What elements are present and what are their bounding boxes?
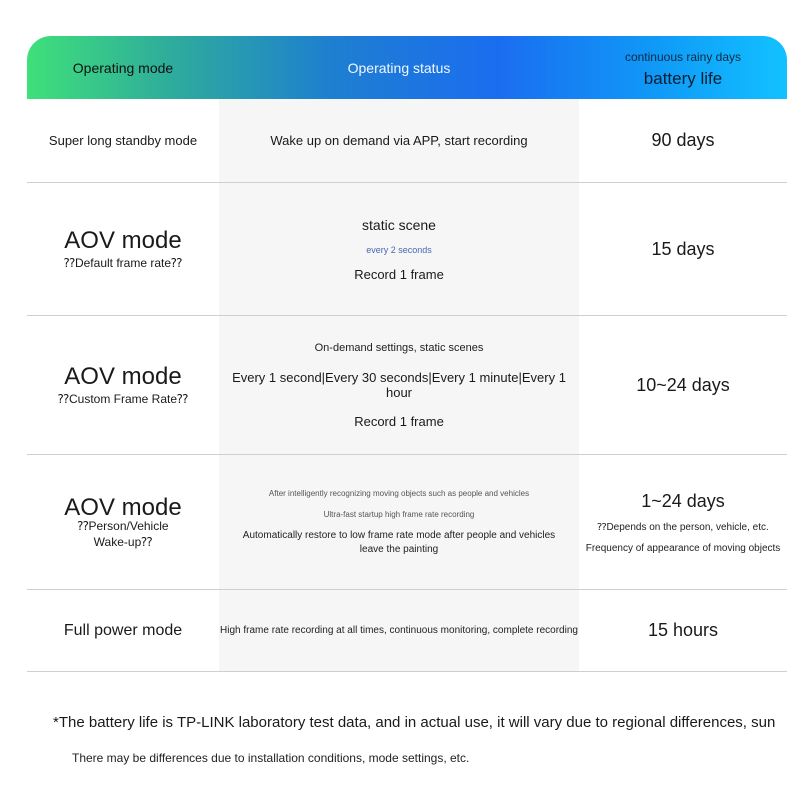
battery-value: 90 days (651, 130, 715, 150)
mode-note: ⁇Person/Vehicle (77, 519, 169, 533)
battery-cell (579, 99, 787, 182)
mode-note: Wake-up⁇ (93, 535, 153, 549)
footnote: *The battery life is TP-LINK laboratory test data, and in actual use, it will vary due to regional differences, sun (53, 714, 776, 731)
status-cell (219, 183, 579, 315)
header-battery-main: battery life (643, 69, 723, 88)
mode-cell (27, 99, 219, 182)
battery-value: 15 days (651, 238, 715, 259)
mode-label: Super long standby mode (48, 133, 198, 148)
mode-label: AOV mode (64, 363, 182, 390)
table-row (27, 590, 787, 672)
mode-label: AOV mode (64, 494, 182, 521)
status-cell (219, 590, 579, 671)
mode-note: ⁇Default frame rate⁇ (63, 256, 183, 270)
mode-label: Full power mode (63, 621, 183, 639)
table-row (27, 99, 787, 183)
footnote-secondary: There may be differences due to installation conditions, mode settings, etc. (72, 751, 470, 765)
status-line: leave the painting (359, 544, 439, 555)
status-line: Automatically restore to low frame rate mode after people and vehicles (242, 530, 556, 541)
status-line: High frame rate recording at all times, continuous monitoring, complete recording (220, 625, 578, 636)
header-battery-sub: continuous rainy days (624, 50, 742, 64)
battery-life-table (27, 36, 787, 672)
header-operating-mode: Operating mode (72, 60, 174, 76)
status-cell (219, 316, 579, 454)
battery-note: ⁇Depends on the person, vehicle, etc. (597, 521, 769, 533)
mode-cell (27, 455, 219, 589)
status-line: On-demand settings, static scenes (314, 341, 484, 354)
battery-value: 1~24 days (641, 490, 725, 511)
battery-cell (579, 183, 787, 315)
status-line: Record 1 frame (354, 266, 444, 282)
mode-cell (27, 316, 219, 454)
table-row (27, 455, 787, 590)
table-row (27, 183, 787, 316)
battery-value: 15 hours (647, 620, 719, 640)
battery-cell (579, 316, 787, 454)
status-line: Wake up on demand via APP, start recording (270, 133, 528, 148)
status-line: every 2 seconds (366, 244, 432, 255)
table-header (27, 36, 787, 99)
mode-label: AOV mode (64, 227, 182, 254)
battery-cell (579, 590, 787, 671)
battery-value: 10~24 days (636, 374, 730, 395)
table-row (27, 316, 787, 455)
status-cell (219, 455, 579, 589)
battery-cell (579, 455, 787, 589)
mode-cell (27, 590, 219, 671)
status-line: Record 1 frame (354, 413, 444, 429)
header-battery-life (579, 36, 787, 99)
status-line: Ultra-fast startup high frame rate recording (323, 510, 475, 519)
status-line: After intelligently recognizing moving objects such as people and vehicles (268, 489, 530, 498)
status-line: static scene (362, 216, 436, 233)
status-line: Every 1 second|Every 30 seconds|Every 1 minute|Every 1 hour (232, 369, 566, 400)
mode-cell (27, 183, 219, 315)
battery-note: Frequency of appearance of moving objects (585, 542, 781, 554)
mode-note: ⁇Custom Frame Rate⁇ (57, 392, 189, 406)
status-cell (219, 99, 579, 182)
header-operating-status: Operating status (347, 59, 451, 76)
